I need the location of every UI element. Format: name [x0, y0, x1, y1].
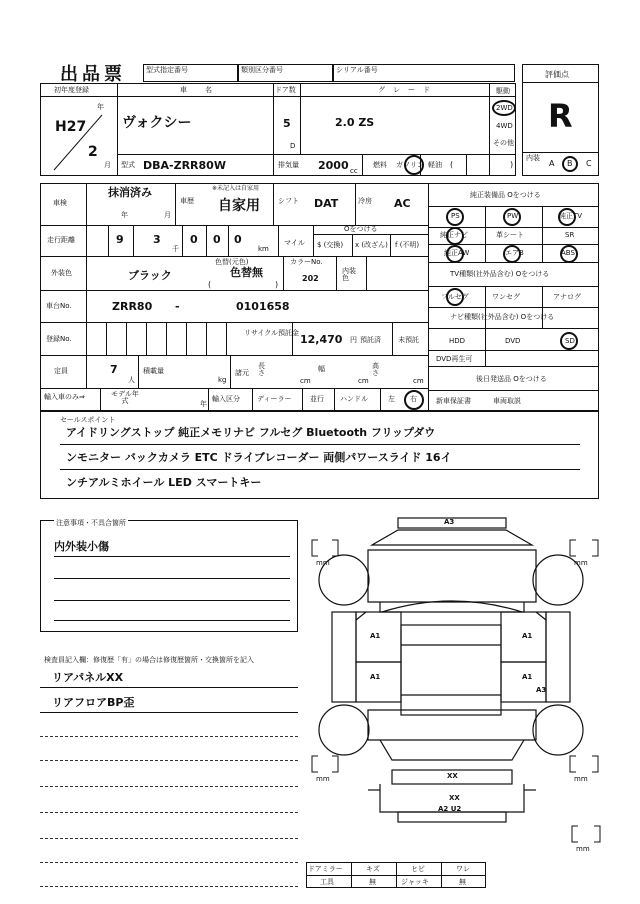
- inspector-heading: 検査員記入欄：修復歴「有」の場合は修復歴箇所・交換箇所を記入: [44, 656, 254, 664]
- mark-left-a1-upper: A1: [370, 632, 381, 640]
- inspection-month-unit: 月: [164, 211, 171, 219]
- tv-analog: アナログ: [553, 293, 581, 301]
- interior-label: 内装: [526, 154, 540, 162]
- category-label: 類別区分番号: [241, 66, 283, 74]
- chassis-label: 車台No.: [46, 302, 72, 310]
- mark-left-a1-lower: A1: [370, 673, 381, 681]
- load-label: 積載量: [143, 367, 164, 375]
- sales-line-1: アイドリングストップ 純正メモリナビ フルセグ Bluetooth フリップダウ: [66, 426, 436, 439]
- crack-label: ヒビ: [411, 865, 425, 873]
- grade-label: グレード: [378, 86, 438, 94]
- shift-value: DAT: [314, 197, 339, 210]
- navi-sd: SD: [565, 337, 575, 345]
- interior-grade-a: A: [549, 159, 555, 168]
- width-label: 幅: [318, 365, 325, 373]
- mileage-digit-5: 0: [234, 233, 242, 246]
- shift-label: シフト: [278, 197, 299, 205]
- notes-heading: 注意事項・不具合箇所: [56, 519, 126, 527]
- height-label: 高さ: [372, 362, 379, 377]
- equip-navi: 純正ナビ: [440, 231, 468, 239]
- serial-label: シリアル番号: [336, 66, 378, 74]
- tools-value: 無: [369, 878, 376, 886]
- equip-aw: 純正AW: [444, 249, 470, 257]
- mm-bottom-right: mm: [576, 845, 590, 853]
- import-dealer: ディーラー: [257, 395, 292, 403]
- mileage-digit-1: 9: [116, 233, 124, 246]
- fuel-label: 燃料: [373, 161, 387, 169]
- later-warranty: 新車保証書: [436, 397, 471, 405]
- import-label: 輸入車のみ⇒: [44, 393, 85, 401]
- equip-ps: PS: [451, 212, 460, 220]
- model-label: 型式: [121, 161, 135, 169]
- first-reg-month: 2: [88, 144, 98, 160]
- equip-leather: 革シート: [496, 231, 524, 239]
- dvd-label: DVD再生可: [436, 355, 473, 363]
- doors-value: 5: [283, 117, 291, 130]
- km-unit: km: [258, 245, 269, 253]
- mileage-digit-2: 3: [153, 233, 161, 246]
- recycle-unit: 円: [350, 336, 357, 344]
- handle-right: 右: [410, 395, 417, 403]
- scratch-label: キズ: [366, 865, 380, 873]
- history-value: 自家用: [218, 198, 260, 214]
- navi-title: ナビ種類(社外品含む) Oをつける: [450, 313, 555, 321]
- reg-no-label: 登録No.: [46, 335, 72, 343]
- model-approval-label: 型式指定番号: [146, 66, 188, 74]
- handle-label: ハンドル: [340, 395, 368, 403]
- sales-heading: セールスポイント: [60, 416, 116, 424]
- equip-tv: 純正TV: [559, 212, 583, 220]
- interior-color-label: 内装色: [342, 267, 356, 282]
- mark-rear-a2u2: A2 U2: [438, 805, 462, 813]
- model-code: DBA-ZRR80W: [143, 159, 226, 172]
- jack-value: 無: [459, 878, 466, 886]
- mm-rear-left: mm: [316, 775, 330, 783]
- navi-hdd: HDD: [449, 337, 466, 345]
- odo-option-unknown: f (不明): [395, 241, 420, 249]
- import-type-label: 輸入区分: [212, 395, 240, 403]
- later-title: 後日発送品 Oをつける: [476, 375, 547, 383]
- color-no-value: 202: [302, 274, 319, 283]
- color-orig-label: 色替(元色): [215, 258, 249, 266]
- odo-option-tampered: x (改ざん): [355, 241, 388, 249]
- mm-front-left: mm: [316, 559, 330, 567]
- person-unit: 人: [128, 376, 135, 384]
- inspector-item-2: リアフロアBP歪: [52, 696, 135, 709]
- evaluation-label: 評価点: [545, 70, 569, 79]
- chassis-dash: -: [175, 300, 180, 313]
- drive-label: 駆動: [496, 87, 510, 95]
- sales-line-3: ンチアルミホイール LED スマートキー: [66, 476, 262, 489]
- later-manual: 車両取説: [493, 397, 521, 405]
- equip-airbag: エアB: [505, 249, 524, 257]
- equip-sr: SR: [565, 231, 575, 239]
- chassis-prefix: ZRR80: [112, 300, 153, 313]
- history-label: 車歴: [180, 197, 194, 205]
- capacity-value: 7: [110, 363, 118, 376]
- length-label: 長さ: [258, 362, 265, 377]
- import-parallel: 並行: [310, 395, 324, 403]
- car-name-label: 車名: [180, 86, 230, 94]
- cc-unit: cc: [350, 167, 358, 175]
- mark-right-a3: A3: [536, 686, 547, 694]
- mark-rear-xx-1: XX: [447, 772, 458, 780]
- recycle-deposited: 預託済: [360, 336, 381, 344]
- equip-pw: PW: [507, 212, 519, 220]
- mark-right-a1-lower: A1: [522, 673, 533, 681]
- odo-option-replaced: $ (交換): [317, 241, 344, 249]
- drive-4wd: 4WD: [496, 122, 513, 130]
- fuel-diesel: 軽油: [428, 161, 442, 169]
- capacity-label: 定員: [54, 367, 68, 375]
- color-label: 外装色: [51, 269, 72, 277]
- color-no-label: カラーNo.: [290, 258, 323, 266]
- recycle-not-deposited: 未預託: [398, 336, 419, 344]
- drive-other: その他: [493, 139, 514, 147]
- cm-unit-1: cm: [300, 377, 311, 385]
- color-paren-left: (: [208, 280, 212, 289]
- sheet-title: 出品票: [60, 64, 126, 85]
- tools-label: 工具: [320, 878, 334, 886]
- mileage-digit-3: 0: [190, 233, 198, 246]
- notes-item-1: 内外装小傷: [54, 540, 109, 553]
- fuel-gasoline: ガソリン: [396, 161, 424, 169]
- door-mirror-label: ドアミラー: [308, 865, 343, 873]
- displacement-label: 排気量: [278, 161, 299, 169]
- aircon-label: 冷房: [358, 197, 372, 205]
- interior-grade-b: B: [567, 159, 573, 168]
- drive-2wd: 2WD: [496, 104, 513, 112]
- mark-front-a3: A3: [444, 518, 455, 526]
- cm-unit-3: cm: [413, 377, 424, 385]
- color-value: ブラック: [128, 269, 172, 282]
- mark-rear-xx-2: XX: [449, 794, 460, 802]
- inspection-label: 車検: [53, 199, 67, 207]
- chassis-number: 0101658: [236, 300, 290, 313]
- year-unit: 年: [97, 103, 104, 111]
- fuel-paren-left: (: [450, 160, 454, 169]
- fuel-paren-right: ): [510, 160, 514, 169]
- recycle-label: リサイクル預託金: [244, 329, 300, 337]
- tv-title: TV種類(社外品含む) Oをつける: [450, 270, 550, 278]
- inspection-value: 抹消済み: [108, 186, 152, 199]
- evaluation-score: R: [548, 97, 573, 135]
- equip-abs: ABS: [561, 249, 575, 257]
- odo-header: Oをつける: [344, 225, 378, 233]
- model-year-unit: 年: [200, 400, 207, 408]
- mileage-digit-4: 0: [213, 233, 221, 246]
- first-reg-label: 初年度登録: [54, 86, 89, 94]
- navi-dvd: DVD: [505, 337, 521, 345]
- genuine-title: 純正装備品 Oをつける: [470, 191, 541, 199]
- inspection-year-unit: 年: [121, 211, 128, 219]
- inspector-item-1: リアパネルXX: [52, 671, 124, 684]
- month-unit: 月: [104, 161, 111, 169]
- displacement-value: 2000: [318, 159, 349, 172]
- grade-value: 2.0 ZS: [335, 116, 375, 129]
- recycle-amount: 12,470: [300, 333, 343, 346]
- doors-suffix: D: [290, 142, 296, 150]
- handle-left: 左: [388, 395, 395, 403]
- kg-unit: kg: [218, 376, 227, 384]
- sales-line-2: ンモニター バックカメラ ETC ドライブレコーダー 両側パワースライド 16イ: [66, 451, 452, 464]
- model-year-label: モデル年式: [111, 390, 139, 405]
- cm-unit-2: cm: [358, 377, 369, 385]
- color-paren-right: ): [275, 280, 279, 289]
- mileage-label: 走行距離: [47, 236, 75, 244]
- car-name: ヴォクシー: [122, 115, 192, 131]
- mile-label: マイル: [284, 239, 305, 247]
- doors-label: ドア数: [275, 86, 296, 94]
- mark-right-a1-upper: A1: [522, 632, 533, 640]
- interior-grade-c: C: [586, 159, 592, 168]
- history-note: ※未記入は自家用: [212, 185, 260, 192]
- tv-oneseg: ワンセグ: [492, 293, 520, 301]
- aircon-value: AC: [394, 197, 411, 210]
- color-change-value: 色替無: [230, 266, 263, 279]
- broken-label: ワレ: [456, 865, 470, 873]
- mm-front-right: mm: [574, 559, 588, 567]
- mm-rear-right: mm: [574, 775, 588, 783]
- jack-label: ジャッキ: [401, 878, 429, 886]
- thousand-unit: 千: [172, 245, 179, 253]
- dim-label: 諸元: [235, 369, 249, 377]
- tv-fullseg: フルセグ: [441, 293, 469, 301]
- first-reg-year: H27: [55, 119, 87, 135]
